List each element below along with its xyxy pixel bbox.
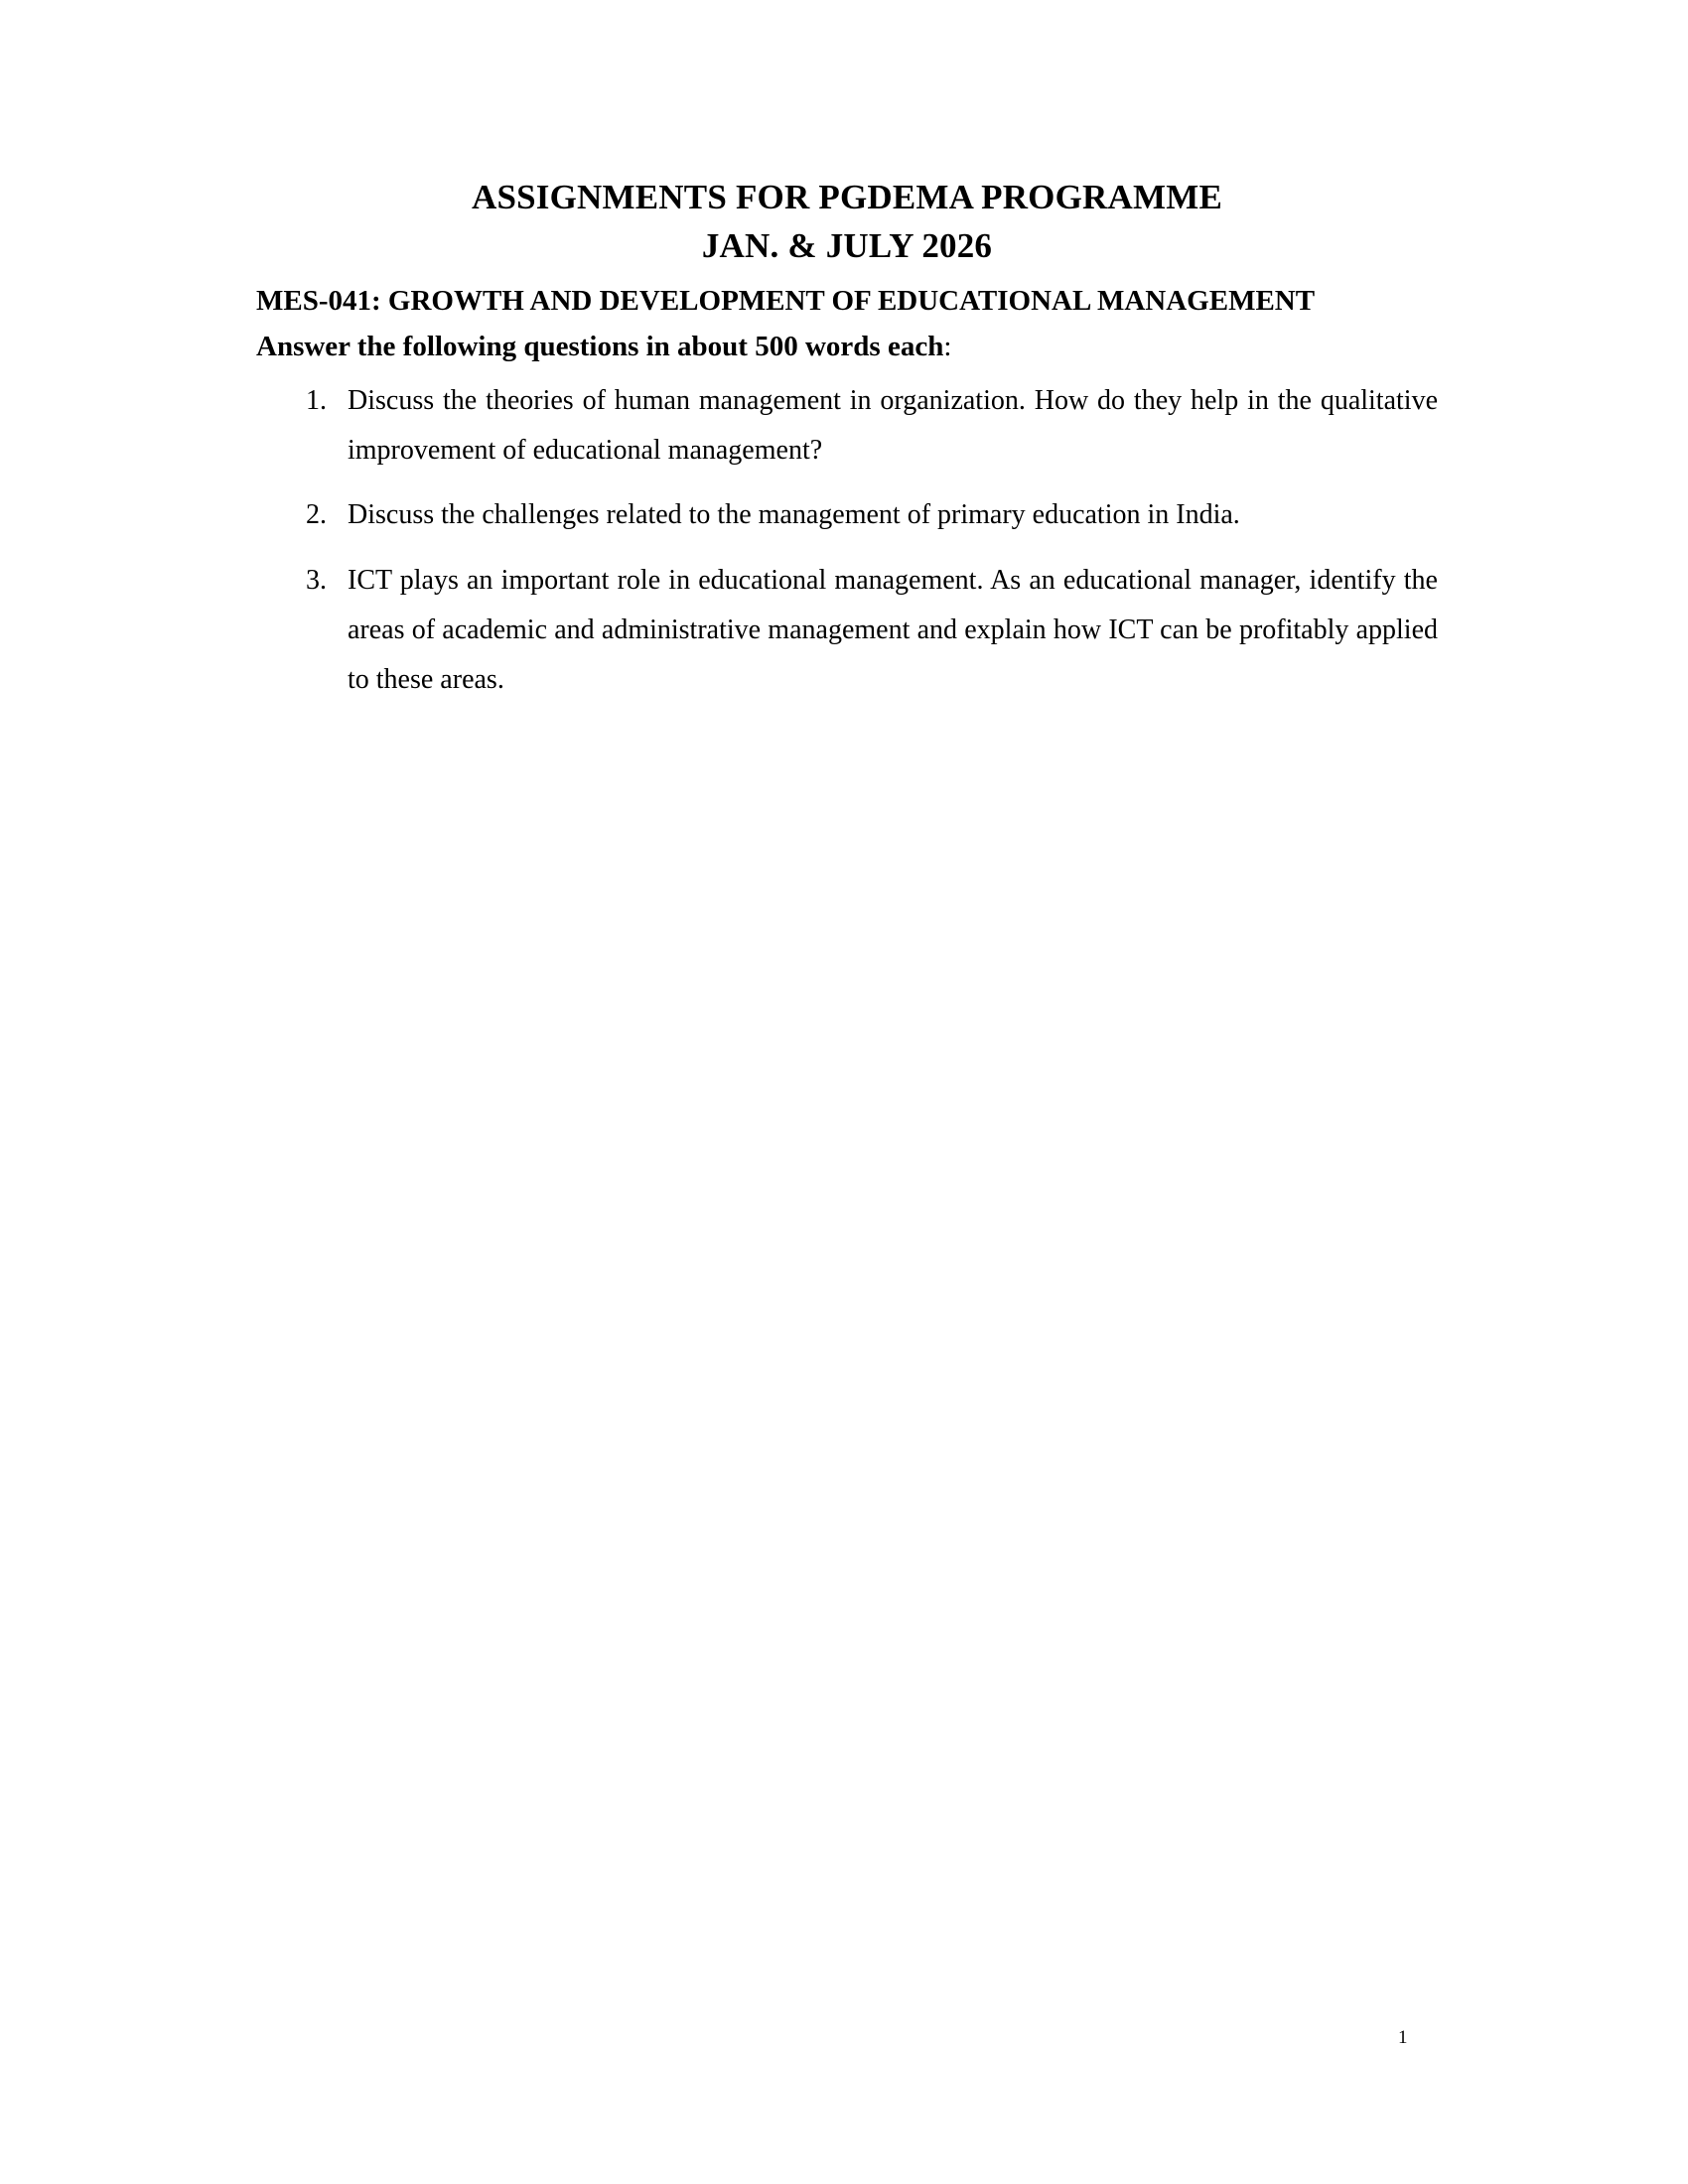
list-item: 1. Discuss the theories of human management in organization. How do they help in the qualitative improvement of educational management?: [334, 376, 1438, 476]
list-item: 3. ICT plays an important role in educational management. As an educational manager, identify the areas of academic and administrative management and explain how ICT can be profitably applied to these areas.: [334, 556, 1438, 704]
course-heading: MES-041: GROWTH AND DEVELOPMENT OF EDUCATIONAL MANAGEMENT: [256, 285, 1316, 318]
document-title-line-2: JAN. & JULY 2026: [701, 225, 993, 265]
document-title-line-1: ASSIGNMENTS FOR PGDEMA PROGRAMME: [472, 178, 1222, 216]
page-number: 1: [1398, 2027, 1408, 2048]
instruction-colon: :: [943, 331, 952, 363]
document-body: [256, 177, 1438, 721]
list-item: 2. Discuss the challenges related to the management of primary education in India.: [334, 490, 1438, 540]
instruction-text: Answer the following questions in about 500 words each: [256, 331, 944, 363]
instruction-line: [256, 329, 1438, 366]
question-list: [256, 376, 1438, 705]
